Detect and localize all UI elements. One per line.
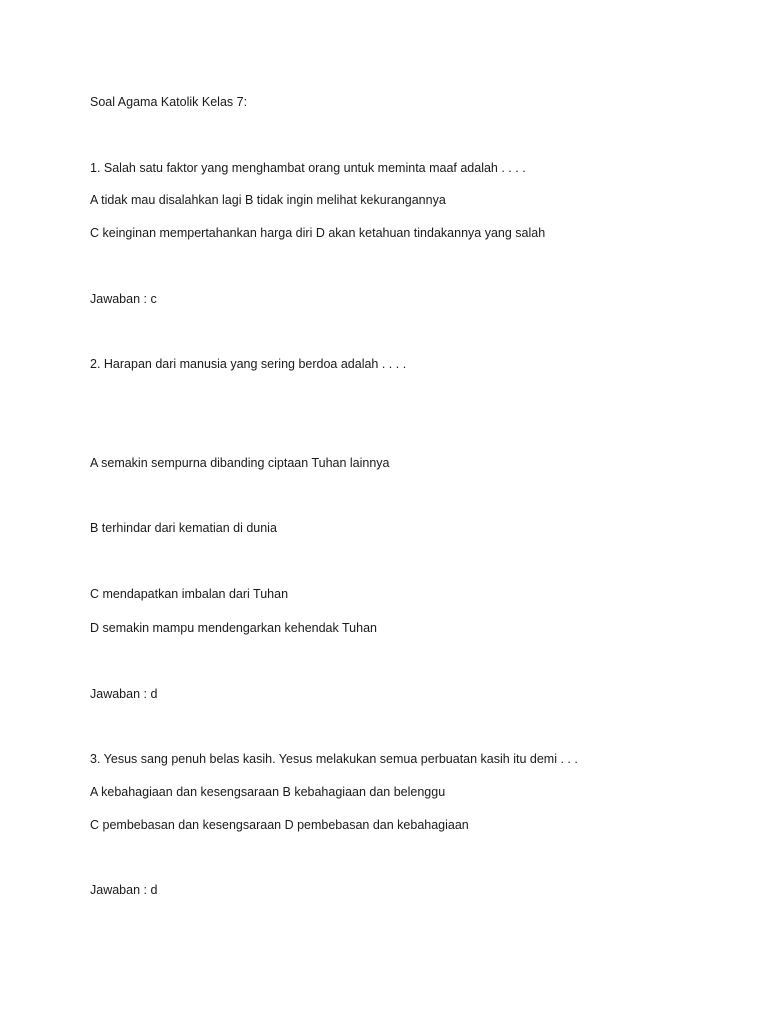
question-1-answer: Jawaban : c — [90, 292, 157, 306]
document-title: Soal Agama Katolik Kelas 7: — [90, 95, 248, 109]
question-2-option-a: A semakin sempurna dibanding ciptaan Tuhan lainnya — [90, 456, 390, 470]
question-3-answer: Jawaban : d — [90, 883, 158, 897]
question-1-option-line-1: A tidak mau disalahkan lagi B tidak ingin melihat kekurangannya — [90, 193, 446, 207]
question-3-text: 3. Yesus sang penuh belas kasih. Yesus melakukan semua perbuatan kasih itu demi . . . — [90, 752, 578, 766]
question-2-option-b: B terhindar dari kematian di dunia — [90, 521, 277, 535]
question-2-option-d: D semakin mampu mendengarkan kehendak Tuhan — [90, 621, 377, 635]
question-2-text: 2. Harapan dari manusia yang sering berdoa adalah . . . . — [90, 357, 407, 371]
question-2-option-c: C mendapatkan imbalan dari Tuhan — [90, 587, 289, 601]
question-3-option-line-1: A kebahagiaan dan kesengsaraan B kebahagiaan dan belenggu — [90, 785, 446, 799]
question-1-option-line-2: C keinginan mempertahankan harga diri D akan ketahuan tindakannya yang salah — [90, 226, 546, 240]
question-1-text: 1. Salah satu faktor yang menghambat orang untuk meminta maaf adalah . . . . — [90, 161, 526, 175]
question-2-answer: Jawaban : d — [90, 687, 158, 701]
question-3-option-line-2: C pembebasan dan kesengsaraan D pembebasan dan kebahagiaan — [90, 818, 469, 832]
